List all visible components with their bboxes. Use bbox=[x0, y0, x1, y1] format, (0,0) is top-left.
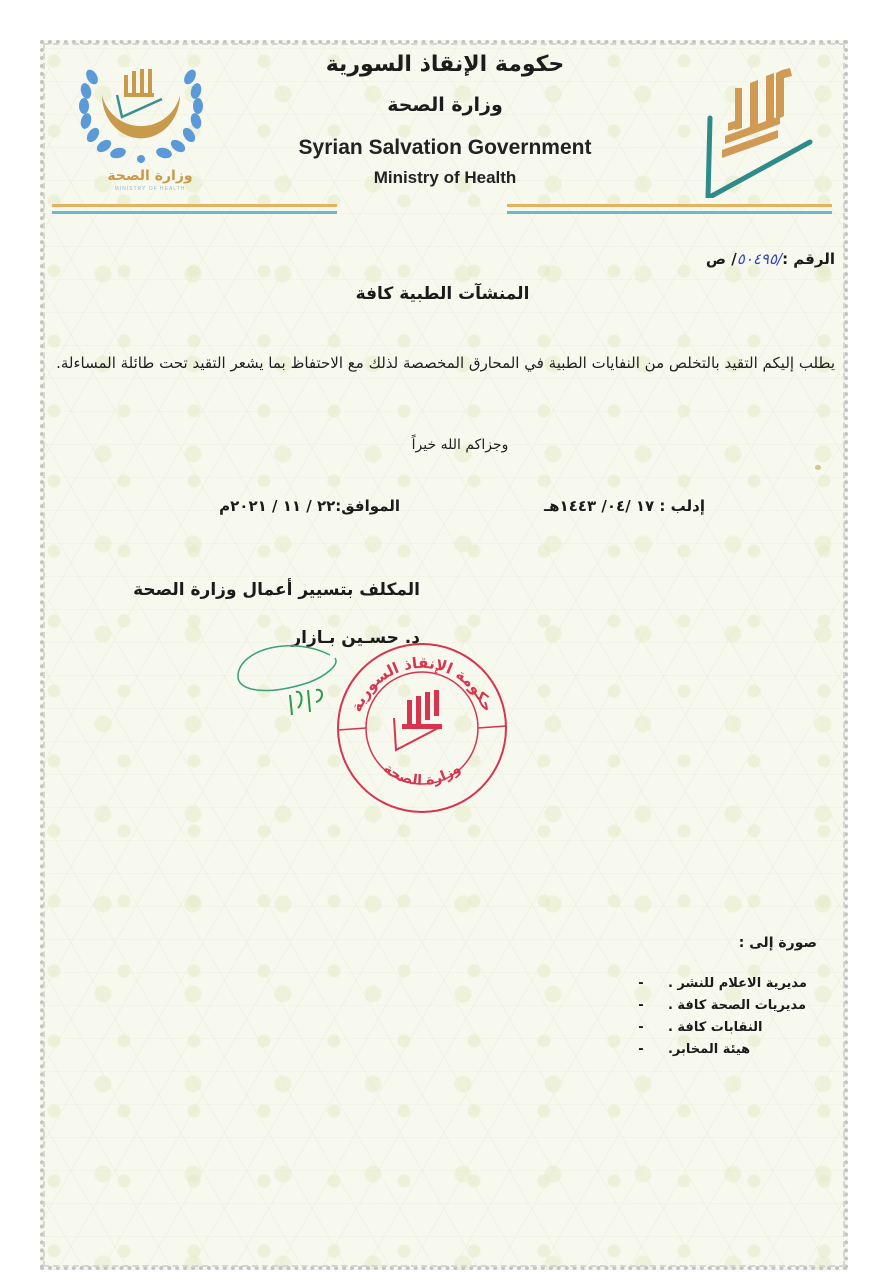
official-stamp bbox=[332, 638, 512, 818]
bullet-dash: - bbox=[638, 1042, 644, 1057]
reference-number-handwritten: /٥٠٤٩٥ bbox=[736, 250, 783, 268]
wreath-left-icon bbox=[79, 68, 127, 160]
cc-item bbox=[636, 1017, 807, 1039]
syria-calligraphy-icon bbox=[124, 69, 154, 97]
header-rule-teal-right bbox=[507, 211, 832, 214]
cc-item-text: مديرية الاعلام للنشر . bbox=[667, 976, 807, 991]
syria-calligraphy-icon bbox=[722, 68, 792, 158]
cc-item-text: النقابات كافة . bbox=[667, 1020, 763, 1035]
government-title-en: Syrian Salvation Government bbox=[298, 136, 592, 159]
cc-item-text: مديريات الصحة كافة . bbox=[667, 998, 807, 1013]
crescent-icon bbox=[102, 95, 180, 138]
ministry-wreath-logo bbox=[72, 55, 212, 170]
ministry-title-ar: وزارة الصحة bbox=[387, 94, 503, 116]
bullet-dash: - bbox=[638, 998, 644, 1013]
closing-greeting: وجزاكم الله خيراً bbox=[411, 437, 509, 453]
ink-dot bbox=[815, 465, 821, 470]
cc-item bbox=[636, 995, 807, 1017]
left-logo-caption: وزارة الصحة bbox=[107, 168, 193, 184]
body-paragraph: يطلب إليكم التقيد بالتخلص من النفايات الطبية في المحارق المخصصة لذلك مع الاحتفاظ بما يشعر التقيد تحت طائلة المساءلة. bbox=[56, 354, 835, 372]
bullet-dash: - bbox=[638, 1020, 644, 1035]
syria-logo-right bbox=[680, 58, 820, 198]
reference-suffix: / ص bbox=[705, 250, 737, 268]
cc-list bbox=[636, 973, 807, 1061]
header-rule-gold-left bbox=[52, 204, 337, 207]
cc-item-text: هيئة المخابر. bbox=[667, 1042, 751, 1057]
government-title-ar: حكومة الإنقاذ السورية bbox=[325, 52, 565, 77]
cc-heading: صورة إلى : bbox=[738, 935, 817, 951]
stamp-bottom-text: وزارة الصحة bbox=[380, 760, 464, 789]
stamp-emblem-icon bbox=[402, 690, 442, 729]
header-rule-teal-left bbox=[52, 211, 337, 214]
signatory-title: المكلف بتسيير أعمال وزارة الصحة bbox=[133, 580, 420, 600]
addressee-heading: المنشآت الطبية كافة bbox=[355, 284, 530, 304]
left-logo-subcaption: MINISTRY OF HEALTH bbox=[114, 186, 186, 192]
stamp-outer-text: حكومة الإنقاذ السورية bbox=[347, 653, 497, 715]
cc-item bbox=[636, 1039, 807, 1061]
reference-number bbox=[706, 250, 835, 268]
bullet-dash: - bbox=[638, 976, 644, 991]
ministry-title-en: Ministry of Health bbox=[373, 168, 517, 187]
cc-item bbox=[636, 973, 807, 995]
date-gregorian: الموافق:٢٢ / ١١ / ٢٠٢١م bbox=[219, 497, 400, 515]
wreath-right-icon bbox=[155, 68, 203, 160]
header-rule-gold-right bbox=[507, 204, 832, 207]
signatory-name: د. حسـين بـازار bbox=[291, 628, 420, 648]
svg-text:وزارة الصحة bbox=[380, 761, 464, 789]
date-hijri: إدلب : ١٧ /٠٤/ ١٤٤٣هـ bbox=[544, 497, 705, 515]
reference-label: الرقم : bbox=[782, 250, 835, 268]
